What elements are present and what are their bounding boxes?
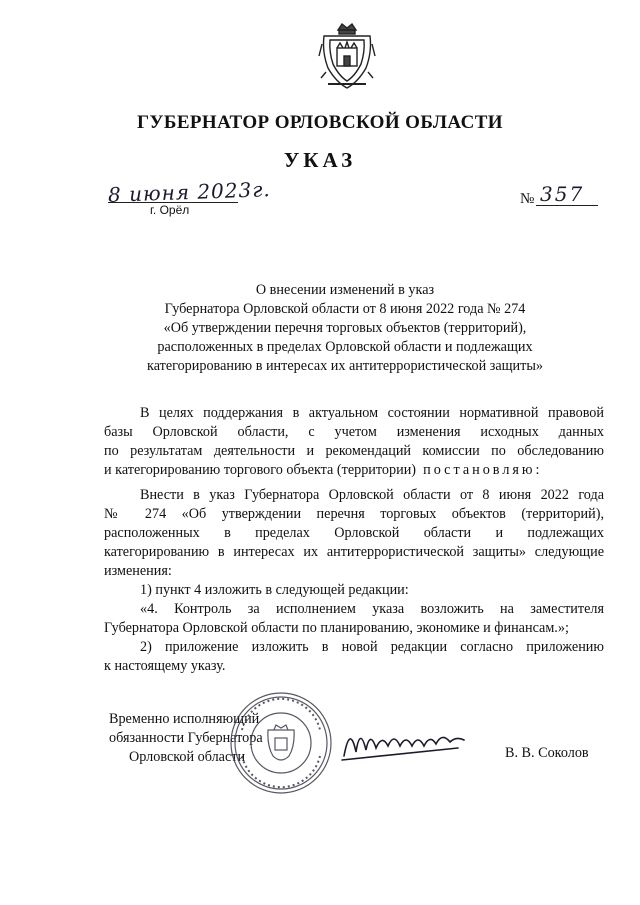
position-line: Орловской области [129, 749, 246, 765]
item-2-line: 2) приложение изложить в новой редакции согласно приложению [140, 639, 604, 655]
decree-title [110, 281, 580, 376]
official-seal-icon [228, 690, 334, 796]
item-1-text-line: Губернатора Орловской области по планированию, экономике и финансам.»; [104, 620, 569, 636]
paragraph-line: расположенных в пределах Орловской области и подлежащих [104, 525, 604, 541]
position-line: Временно исполняющий [109, 711, 260, 727]
authority-heading: ГУБЕРНАТОР ОРЛОВСКОЙ ОБЛАСТИ [137, 112, 503, 133]
title-line: расположенных в пределах Орловской области и подлежащих [157, 339, 533, 355]
number-sign: № [520, 191, 535, 207]
paragraph-line [104, 461, 604, 480]
preamble-paragraph [104, 404, 604, 480]
handwritten-date: 8 июня 2023г. [107, 177, 272, 207]
signer-name: В. В. Соколов [505, 745, 589, 761]
title-line: «Об утверждении перечня торговых объектов (территорий), [163, 320, 527, 336]
paragraph-line: по результатам деятельности и рекомендаций комиссии по обследованию [104, 443, 604, 459]
paragraph-line: изменения: [104, 563, 172, 579]
item-1: 1) пункт 4 изложить в следующей редакции: [140, 582, 409, 598]
paragraph-line: № 274 «Об утверждении перечня торговых объектов (территорий), [104, 506, 604, 522]
operative-paragraph [104, 486, 604, 676]
decree-word: постановляю: [423, 462, 543, 478]
title-line: категорированию в интересах их антитеррористической защиты» [147, 358, 543, 374]
paragraph-line-text: и категорированию торгового объекта (территории) [104, 462, 417, 478]
item-2-line: к настоящему указу. [104, 658, 226, 674]
paragraph-line: Внести в указ Губернатора Орловской области от 8 июня 2022 года [140, 487, 604, 503]
paragraph-line: базы Орловской области, с учетом изменения исходных данных [104, 424, 604, 440]
handwritten-signature-icon [338, 716, 478, 766]
item-1-text-line: «4. Контроль за исполнением указа возложить на заместителя [140, 601, 604, 617]
position-line: обязанности Губернатора [109, 730, 263, 746]
title-line: Губернатора Орловской области от 8 июня 2022 года № 274 [164, 301, 526, 317]
coat-of-arms-icon [318, 22, 376, 94]
paragraph-line: В целях поддержания в актуальном состоянии нормативной правовой [140, 405, 604, 421]
document-type: УКАЗ [283, 148, 357, 172]
handwritten-number: 357 [540, 182, 585, 206]
number-underline [536, 205, 598, 206]
city-label: г. Орёл [150, 203, 190, 217]
title-line: О внесении изменений в указ [255, 282, 435, 298]
paragraph-line: категорированию в интересах их антитеррористической защиты» следующие [104, 544, 604, 560]
